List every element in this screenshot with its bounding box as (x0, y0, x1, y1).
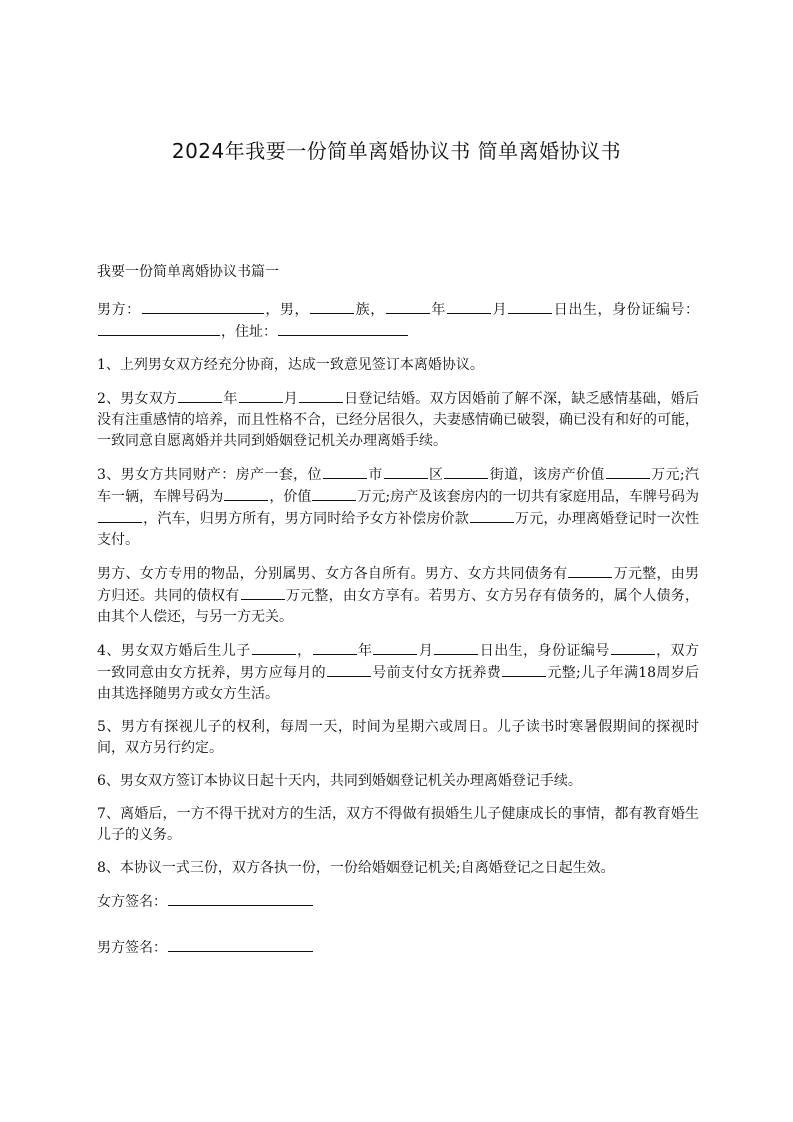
text-segment: 日出生，身份证编号： (553, 302, 700, 318)
clause-1: 1、上列男女双方经充分协商，达成一致意见签订本离婚协议。 (97, 357, 484, 373)
woman-signature-line (97, 891, 699, 913)
car-value-blank (312, 486, 356, 501)
marriage-day-blank (299, 388, 343, 403)
text-segment: 区 (428, 467, 444, 483)
text-segment: 年 (430, 302, 447, 318)
document-body (97, 262, 699, 983)
party-info-paragraph (97, 299, 699, 343)
text-segment: 2、男女双方 (97, 391, 178, 407)
text-segment: 年 (357, 643, 373, 659)
text-segment: 万元整，由男方归还。共同的债权有 (97, 566, 700, 604)
marriage-year-blank (178, 388, 222, 403)
man-name-blank (142, 299, 264, 314)
id-number-blank (98, 321, 220, 336)
clause-7: 7、离婚后，一方不得干扰对方的生活，双方不得做有损婚生儿子健康成长的事情，都有教育婚生儿子的义务。 (97, 806, 699, 843)
clause-3 (97, 464, 699, 551)
marriage-month-blank (239, 388, 283, 403)
clause-5: 5、男方有探视儿子的权利，每周一天，时间为星期六或周日。儿子读书时寒暑假期间的探视时间，双方另行约定。 (97, 719, 699, 756)
birth-day-blank (508, 299, 552, 314)
text-segment: 万元整，由女方享有。若男方、女方另存有债务的，属个人债务，由其个人偿还，与另一方无关。 (97, 588, 700, 625)
son-birth-month-blank (373, 640, 417, 655)
birth-month-blank (447, 299, 491, 314)
text-segment: 男方、女方专用的物品，分别属男、女方各自所有。男方、女方共同债务有 (97, 566, 568, 582)
text-segment: 万元，办理离婚登记时一次性支付。 (97, 511, 699, 548)
text-segment: 万元;房产及该套房内的一切共有家庭用品，车牌号码为 (357, 489, 700, 505)
text-segment: ，双方一致同意由女方抚养，男方应每月的 (97, 643, 699, 681)
son-name-blank (252, 640, 296, 655)
birth-year-blank (386, 299, 430, 314)
compensation-blank (470, 508, 514, 523)
clause-4 (97, 640, 699, 705)
text-segment: 族， (355, 302, 385, 318)
woman-signature-blank (168, 891, 313, 906)
document-title: 2024年我要一份简单离婚协议书 简单离婚协议书 (171, 139, 622, 163)
son-id-blank (611, 640, 655, 655)
text-segment: 3、男女方共同财产：房产一套，位 (97, 467, 322, 483)
ethnic-blank (310, 299, 354, 314)
text-segment: ，男， (264, 302, 310, 318)
text-segment: 号前支付女方抚养费 (371, 665, 502, 681)
text-segment: 日登记结婚。双方因婚前了解不深，缺乏感情基础，婚后没有注重感情的培养，而且性格不合，已经分居很久，夫妻感情确已破裂，确已没有和好的可能，一致同意自愿离婚并共同到婚姻登记机关办理离婚手续。 (97, 391, 699, 449)
text-segment: 市 (367, 467, 383, 483)
address-blank (278, 321, 408, 336)
son-birth-year-blank (313, 640, 357, 655)
woman-signature-label: 女方签名： (97, 894, 167, 910)
house-value-blank (606, 464, 650, 479)
payment-day-blank (327, 662, 371, 677)
plate-number-blank (224, 486, 268, 501)
clause-6: 6、男女双方签订本协议日起十天内，共同到婚姻登记机关办理离婚登记手续。 (97, 773, 582, 789)
debts-paragraph (97, 563, 699, 628)
text-segment: ， (296, 643, 312, 659)
man-label: 男方： (97, 302, 141, 318)
clause-2 (97, 388, 699, 452)
section-heading: 我要一份简单离婚协议书篇一 (97, 264, 279, 280)
text-segment: 元整;儿子年满18周岁后由其选择随男方或女方生活。 (97, 665, 700, 702)
text-segment: 街道，该房产价值 (489, 467, 605, 483)
son-birth-day-blank (434, 640, 478, 655)
text-segment: 月 (418, 643, 434, 659)
man-signature-label: 男方签名： (97, 940, 167, 956)
plate-number-blank-2 (98, 508, 142, 523)
street-blank (444, 464, 488, 479)
text-segment: 月 (492, 302, 508, 318)
text-segment: ，价值 (269, 489, 312, 505)
text-segment: ，住址： (221, 324, 277, 340)
text-segment: ，汽车，归男方所有，男方同时给予女方补偿房价款 (143, 511, 469, 527)
text-segment: 万元;汽车一辆，车牌号码为 (97, 467, 699, 505)
credit-amount-blank (241, 585, 285, 600)
text-segment: 月 (283, 391, 298, 407)
city-blank (323, 464, 367, 479)
man-signature-line (97, 937, 699, 959)
district-blank (384, 464, 428, 479)
text-segment: 4、男女双方婚后生儿子 (97, 643, 251, 659)
support-amount-blank (502, 662, 546, 677)
text-segment: 日出生，身份证编号 (479, 643, 610, 659)
man-signature-blank (168, 937, 313, 952)
text-segment: 年 (223, 391, 238, 407)
debt-amount-blank (568, 563, 612, 578)
clause-8: 8、本协议一式三份，双方各执一份，一份给婚姻登记机关;自离婚登记之日起生效。 (97, 860, 615, 876)
